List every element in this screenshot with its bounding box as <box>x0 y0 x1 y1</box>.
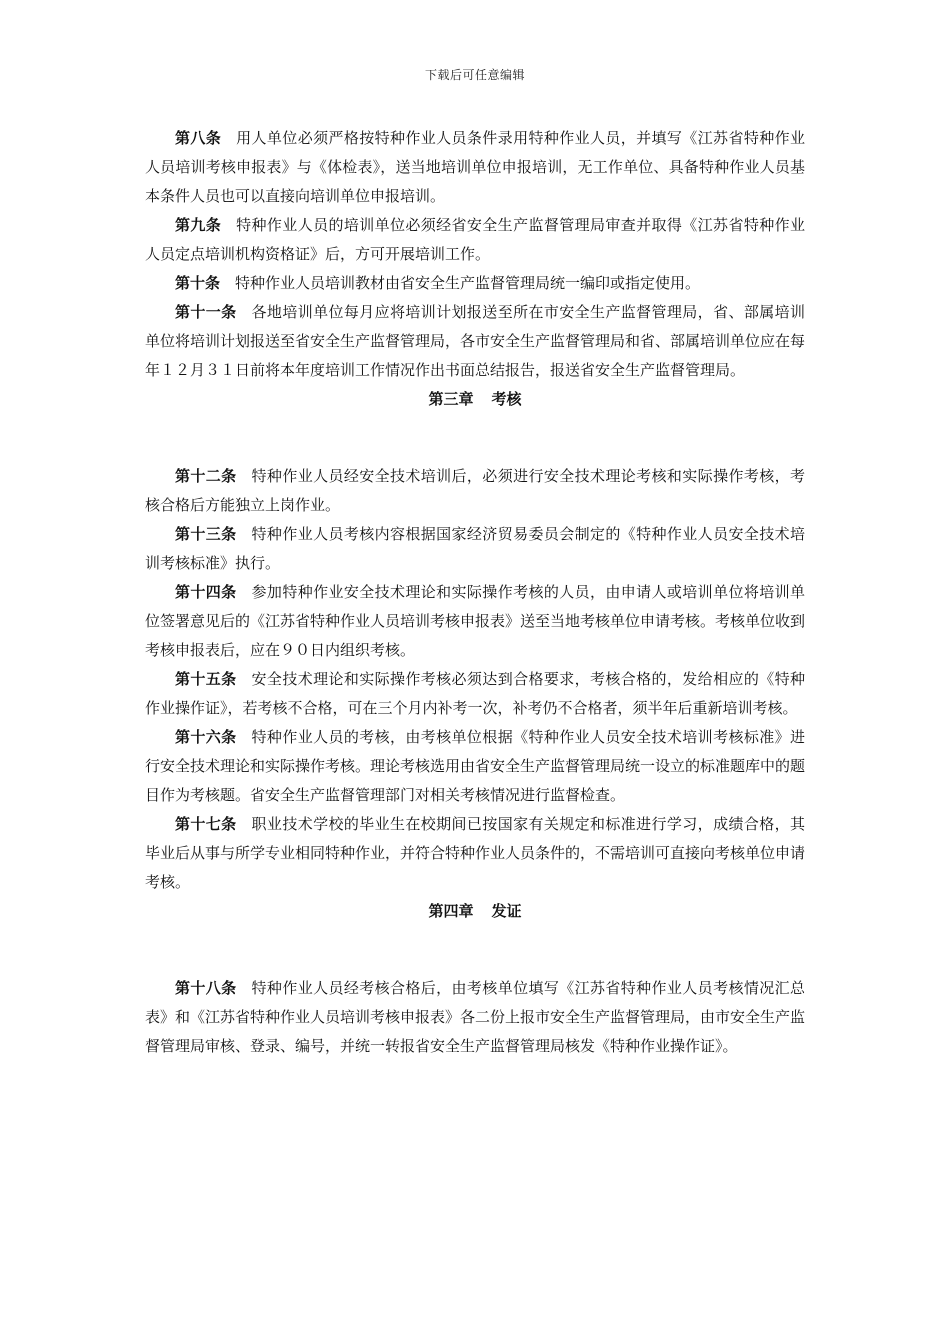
article-10 <box>145 269 805 298</box>
article-18 <box>145 974 805 1061</box>
article-14 <box>145 578 805 665</box>
article-text: 参加特种作业安全技术理论和实际操作考核的人员，由申请人或培训单位将培训单位签署意见后的《江苏省特种作业人员培训考核申报表》送至当地考核单位申请考核。考核单位收到考核申报表后，应在９０日内组织考核。 <box>145 583 806 659</box>
article-text: 特种作业人员的培训单位必须经省安全生产监督管理局审查并取得《江苏省特种作业人员定点培训机构资格证》后，方可开展培训工作。 <box>145 216 805 263</box>
article-text: 特种作业人员考核内容根据国家经济贸易委员会制定的《特种作业人员安全技术培训考核标准》执行。 <box>145 525 805 572</box>
article-label: 第八条 <box>175 129 222 147</box>
article-label: 第十七条 <box>175 815 237 833</box>
chapter-title: 考核 <box>491 390 522 408</box>
article-label: 第十四条 <box>175 583 237 601</box>
article-9 <box>145 211 805 269</box>
article-label: 第九条 <box>175 216 222 234</box>
article-label: 第十三条 <box>175 525 237 543</box>
chapter-heading-3 <box>145 385 805 414</box>
chapter-title: 发证 <box>491 902 522 920</box>
chapter-number: 第三章 <box>428 390 474 408</box>
chapter-heading-4 <box>145 897 805 926</box>
article-label: 第十六条 <box>175 728 237 746</box>
article-15 <box>145 665 805 723</box>
page-header-note: 下载后可任意编辑 <box>424 68 525 82</box>
article-text: 特种作业人员培训教材由省安全生产监督管理局统一编印或指定使用。 <box>235 274 701 292</box>
article-text: 安全技术理论和实际操作考核必须达到合格要求，考核合格的，发给相应的《特种作业操作证》，若考核不合格，可在三个月内补考一次，补考仍不合格者，须半年后重新培训考核。 <box>145 670 805 717</box>
article-16 <box>145 723 805 810</box>
article-text: 特种作业人员经安全技术培训后，必须进行安全技术理论考核和实际操作考核，考核合格后方能独立上岗作业。 <box>145 467 805 514</box>
article-text: 各地培训单位每月应将培训计划报送至所在市安全生产监督管理局，省、部属培训单位将培训计划报送至省安全生产监督管理局，各市安全生产监督管理局和省、部属培训单位应在每年１２月３１日前将本年度培训工作情况作出书面总结报告，报送省安全生产监督管理局。 <box>145 303 806 379</box>
article-text: 特种作业人员的考核，由考核单位根据《特种作业人员安全技术培训考核标准》进行安全技术理论和实际操作考核。理论考核选用由省安全生产监督管理局统一设立的标准题库中的题目作为考核题。省安全生产监督管理部门对相关考核情况进行监督检查。 <box>145 728 806 804</box>
article-12 <box>145 462 805 520</box>
article-11 <box>145 298 805 385</box>
article-label: 第十一条 <box>175 303 237 321</box>
article-text: 职业技术学校的毕业生在校期间已按国家有关规定和标准进行学习，成绩合格，其毕业后从事与所学专业相同特种作业，并符合特种作业人员条件的，不需培训可直接向考核单位申请考核。 <box>145 815 806 891</box>
article-17 <box>145 810 805 897</box>
article-8 <box>145 124 805 211</box>
document-body <box>145 124 805 1061</box>
chapter-number: 第四章 <box>428 902 474 920</box>
article-text: 用人单位必须严格按特种作业人员条件录用特种作业人员，并填写《江苏省特种作业人员培训考核申报表》与《体检表》，送当地培训单位申报培训，无工作单位、具备特种作业人员基本条件人员也可以直接向培训单位申报培训。 <box>145 129 805 205</box>
article-label: 第十五条 <box>175 670 237 688</box>
article-13 <box>145 520 805 578</box>
article-label: 第十二条 <box>175 467 237 485</box>
article-label: 第十条 <box>175 274 221 292</box>
article-text: 特种作业人员经考核合格后，由考核单位填写《江苏省特种作业人员考核情况汇总表》和《江苏省特种作业人员培训考核申报表》各二份上报市安全生产监督管理局，由市安全生产监督管理局审核、登录、编号，并统一转报省安全生产监督管理局核发《特种作业操作证》。 <box>145 979 806 1055</box>
article-label: 第十八条 <box>175 979 237 997</box>
